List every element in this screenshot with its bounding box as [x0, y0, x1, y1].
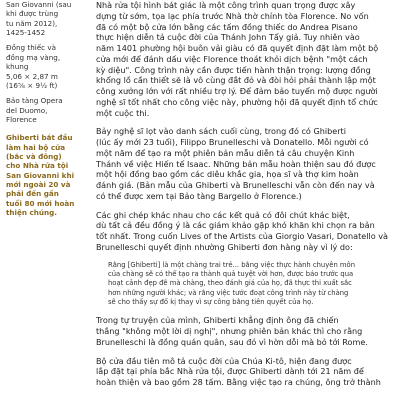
- highlight-line: làm hai bộ cửa: [6, 142, 66, 152]
- caption-detail-line: Đồng thiếc và: [6, 43, 57, 53]
- text-line: Brunelleschi quyết định nhường Ghiberti đơn hàng này vì lý do:: [96, 241, 353, 252]
- text-line: năm 1401 phường hội buôn vải giàu có đã quyết định đặt làm một bộ: [96, 43, 379, 53]
- highlight-line: Ghiberti bắt đầu: [6, 133, 73, 143]
- caption-detail-line: 5,06 × 2,87 m: [6, 71, 58, 81]
- text-line: nghệ sĩ tốt nhất cho công việc này, phường hội đã quyết định tổ chức: [96, 96, 378, 107]
- caption-line: tu năm 2012),: [6, 18, 58, 28]
- highlight-line: thiện chúng.: [6, 208, 57, 218]
- text-line: Brunelleschi là đồng quán quân, sau đó vì hờn dỗi mà bỏ tới Rome.: [96, 336, 368, 347]
- paragraph-autobiography: [96, 315, 392, 347]
- text-line: dù tất cả đều đồng ý là các giám khảo gặp khó khăn khi chọn ra bản: [96, 220, 375, 231]
- highlight-line: tuổi 80 mới hoàn: [6, 198, 75, 208]
- text-line: công xưởng lớn với rất nhiều trợ lý. Để đảm bảo tuyển mộ được người: [96, 86, 378, 96]
- caption-location-line: Bảo tàng Opera: [6, 96, 63, 106]
- paragraph-accounts: [96, 210, 392, 253]
- paragraph-finalists: [96, 126, 392, 201]
- caption-details-block: [6, 43, 88, 90]
- caption-line: 1425-1452: [6, 28, 46, 38]
- sidebar-highlight: [6, 133, 88, 217]
- text-line: thắng "không một lời dị nghị", nhưng phiên bản khác thì cho rằng: [96, 326, 363, 337]
- quote-line: sẽ cho thấy sự đố kị thay vì sự công bằng tiên quyết của họ.: [108, 298, 314, 306]
- caption-line: San Giovanni (sau: [6, 0, 72, 9]
- sidebar-caption: [6, 0, 88, 218]
- paragraph-competition-intro: [96, 0, 392, 118]
- caption-detail-line: khung: [6, 62, 29, 72]
- text-line: Bộ cửa đầu tiên mô tả cuộc đời của Chúa Ki-tô, hiện đang được: [96, 355, 352, 366]
- caption-location-block: [6, 96, 88, 124]
- text-line: một hội đồng bao gồm các diêu khắc gia, họa sĩ và thợ kim hoàn: [96, 169, 359, 180]
- quote-line: Rằng [Ghiberti] là một chàng trai trẻ... bằng việc thực hành chuyên môn: [108, 260, 356, 269]
- highlight-line: phải đến gần: [6, 189, 59, 199]
- text-line: (lúc ấy mới 23 tuổi), Filippo Brunelleschi và Donatello. Mỗi người có: [96, 137, 369, 147]
- highlight-line: mới ngoài 20 và: [6, 180, 71, 190]
- highlight-line: cho Nhà rửa tội: [6, 161, 69, 171]
- text-line: đánh giá. (Bản mẫu của Ghiberti và Brunelleschi vẫn còn đến nay và: [96, 180, 375, 190]
- caption-location-line: Florence: [6, 114, 37, 124]
- text-line: một năm để tạo ra một phiên bản mẫu diễn tả câu chuyện Kinh: [96, 147, 355, 158]
- main-text-column: [96, 0, 392, 396]
- highlight-line: San Giovanni khi: [6, 170, 75, 180]
- text-line: hoàn thiện và bao gồm 28 tấm. Bằng việc tạo ra chúng, ông trở thành: [96, 377, 381, 388]
- text-line: một cuộc thi.: [96, 107, 150, 118]
- caption-detail-line: đồng mạ vàng,: [6, 52, 61, 62]
- quote-line: của chàng sẽ có thể tạo ra thành quả tuyệt vời hơn, được báo trước qua: [108, 269, 354, 278]
- text-line: đã có một bộ cửa lớn bằng các tấm đồng thiếc do Andrea Pisano: [96, 21, 358, 32]
- highlight-line: (bắc và đông): [6, 152, 62, 162]
- text-line: tốt nhất. Trong cuốn Lives of the Artists của Giorgio Vasari, Donatello và: [96, 231, 388, 241]
- text-line: cửa mới để đánh dấu việc Florence thoát khỏi dịch bệnh "một cách: [96, 53, 368, 64]
- text-line: lắp đặt tại phía bắc Nhà rửa tội, được Ghiberti dành tới 21 năm để: [96, 366, 364, 377]
- block-quote: [108, 261, 392, 308]
- text-line: thực hiện diễn tả cuộc đời của Thánh John Tẩy giả. Tuy nhiên vào: [96, 32, 360, 43]
- paragraph-first-doors: [96, 356, 392, 388]
- text-line: kỳ diệu". Công trình này cần được tiến hành thận trọng: lượng đồng: [96, 64, 371, 75]
- text-line: Thánh về việc Hiến tế Isaac. Những bản mẫu hoàn thiện sau đó được: [96, 158, 376, 169]
- text-line: có thể được xem tại Bảo tàng Bargello ở Florence.): [96, 190, 302, 201]
- caption-location-line: del Duomo,: [6, 105, 48, 115]
- caption-title-block: [6, 0, 88, 37]
- text-line: Bảy nghệ sĩ lọt vào danh sách cuối cùng, trong đó có Ghiberti: [96, 126, 346, 137]
- caption-detail-line: (16⅝ × 9½ ft): [6, 80, 58, 90]
- caption-line: khi được trùng: [6, 9, 59, 19]
- text-line: Trong tự truyện của mình, Ghiberti khẳng định ông đã chiến: [96, 315, 339, 326]
- text-line: dựng từ sớm, tọa lạc phía trước Nhà thờ chính tòa Florence. No vốn: [96, 10, 369, 21]
- text-line: Nhà rửa tội hình bát giác là một công trình quan trọng được xây: [96, 0, 356, 10]
- quote-line: hoạt cảnh đẹp đẽ mà chàng, theo đánh giá của họ, đã thực thi xuất sắc: [108, 279, 352, 288]
- text-line: khổng lồ cần thiết sẽ là vô cùng đắt đỏ và đòi hỏi phải thành lập một: [96, 75, 376, 86]
- text-line: Các ghi chép khác nhau cho các kết quả có đôi chút khác biệt,: [96, 209, 350, 220]
- quote-line: hơn những người khác; và rằng việc tước đoạt công trình này từ chàng: [108, 288, 349, 297]
